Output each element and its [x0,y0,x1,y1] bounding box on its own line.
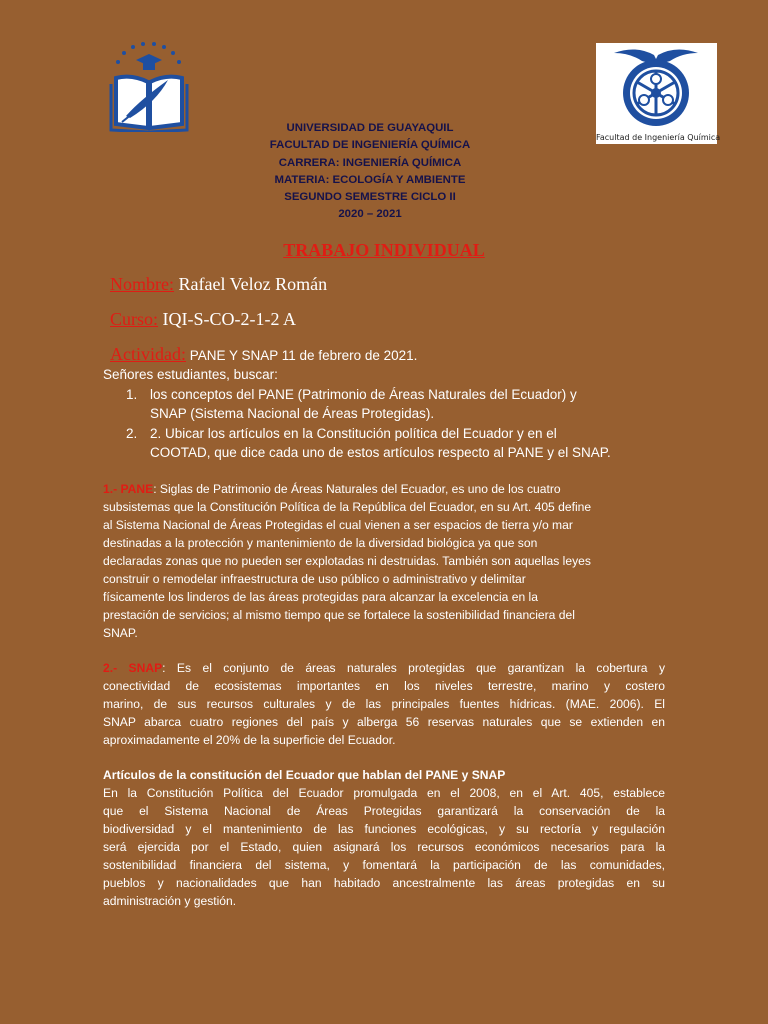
paragraph-line: declaradas zonas que no pueden ser explotadas ni destruidas. También son aquellas leyes [103,554,591,568]
task-number: 1. [126,387,138,402]
task-item [126,385,710,423]
year-line: 2020 – 2021 [338,208,402,221]
paragraph-line: prestación de servicios; al mismo tiempo que se fortalece la sostenibilidad financiera del [103,608,575,622]
activity-label: Actividad: [110,344,186,364]
course-value: IQI-S-CO-2-1-2 A [162,309,296,329]
task-text-line: 2. Ubicar los artículos en la Constitución política del Ecuador y en el [150,426,557,441]
articles-paragraph [103,766,665,910]
paragraph-line: : Es el conjunto de áreas naturales protegidas que garantizan la cobertura y [162,661,665,675]
page-title: TRABAJO INDIVIDUAL [283,240,485,260]
paragraph-line: será ejercida por el Estado, quien asignará los recursos económicos necesarios para la [103,840,665,854]
pane-label: 1.- PANE [103,482,154,496]
snap-label: 2.- SNAP [103,661,163,675]
paragraph-line: conectividad de ecosistemas importantes en los niveles terrestre, marino y costero [103,679,665,693]
instructions-intro: Señores estudiantes, buscar: [103,367,278,382]
paragraph-line: destinadas a la protección y mantenimiento de la diversidad biológica ya que son [103,536,538,550]
open-book-icon [106,40,192,132]
task-text-line: COOTAD, que dice cada uno de estos artículos respecto al PANE y el SNAP. [150,445,611,460]
institution-header [255,120,485,224]
paragraph-line: : Siglas de Patrimonio de Áreas Naturales del Ecuador, es uno de los cuatro [153,482,561,496]
paragraph-line: biodiversidad y el mantenimiento de las funciones ecológicas, y su rectoría y regulación [103,822,665,836]
faculty-logo [596,43,721,144]
paragraph-line: En la Constitución Política del Ecuador promulgada en el 2008, en el Art. 405, establece [103,786,665,800]
task-text-line: los conceptos del PANE (Patrimonio de Áreas Naturales del Ecuador) y [150,387,577,402]
course-label: Curso: [110,309,159,329]
gear-emblem-icon [596,43,717,131]
paragraph-line: construir o remodelar infraestructura de uso público o administrativo y delimitar [103,572,526,586]
university-logo [106,40,192,132]
paragraph-line: marino, de sus recursos culturales y de las principales fuentes hídricas. (MAE. 2006). El [103,697,665,711]
subject-line: MATERIA: ECOLOGÍA Y AMBIENTE [274,173,466,186]
paragraph-line: SNAP. [103,626,138,640]
name-value: Rafael Veloz Román [178,274,328,294]
activity-value: PANE Y SNAP 11 de febrero de 2021. [185,348,418,363]
paragraph-line: al Sistema Nacional de Áreas Protegidas el cual vienen a ser espacios de tierra y/o mar [103,518,573,532]
task-text-line: SNAP (Sistema Nacional de Áreas Protegidas). [150,406,435,421]
paragraph-line: aproximadamente el 20% de la superficie del Ecuador. [103,733,396,747]
snap-paragraph [103,659,665,749]
name-field [110,274,327,295]
name-label: Nombre: [110,274,174,294]
paragraph-line: pueblos y nacionalidades que han habitado ancestralmente las áreas protegidas en su [103,876,665,890]
task-item [126,424,710,462]
paragraph-line: sostenibilidad financiera del sistema, y fomentará la participación de las comunidades, [103,858,665,872]
paragraph-line: SNAP abarca cuatro regiones del país y alberga 56 reservas naturales que se extienden en [103,715,665,729]
faculty-name: FACULTAD DE INGENIERÍA QUÍMICA [269,139,471,152]
university-name: UNIVERSIDAD DE GUAYAQUIL [286,122,454,134]
career-line: CARRERA: INGENIERÍA QUÍMICA [278,156,462,169]
paragraph-line: subsistemas que la Constitución Política de la República del Ecuador, en su Art. 405 define [103,500,592,514]
task-number: 2. [126,426,138,441]
pane-paragraph [103,480,665,642]
paragraph-line: físicamente los linderos de las áreas protegidas para alcanzar la excelencia en la [103,590,538,604]
paragraph-line: que el Sistema Nacional de Áreas Protegidas garantizará la conservación de la [103,804,665,818]
paragraph-line: administración y gestión. [103,894,237,908]
articles-heading: Artículos de la constitución del Ecuador que hablan del PANE y SNAP [103,768,506,782]
faculty-logo-caption: Facultad de Ingeniería Química [596,133,721,142]
course-field [110,309,296,330]
semester-line: SEGUNDO SEMESTRE CICLO II [284,191,456,204]
activity-field [110,344,417,365]
